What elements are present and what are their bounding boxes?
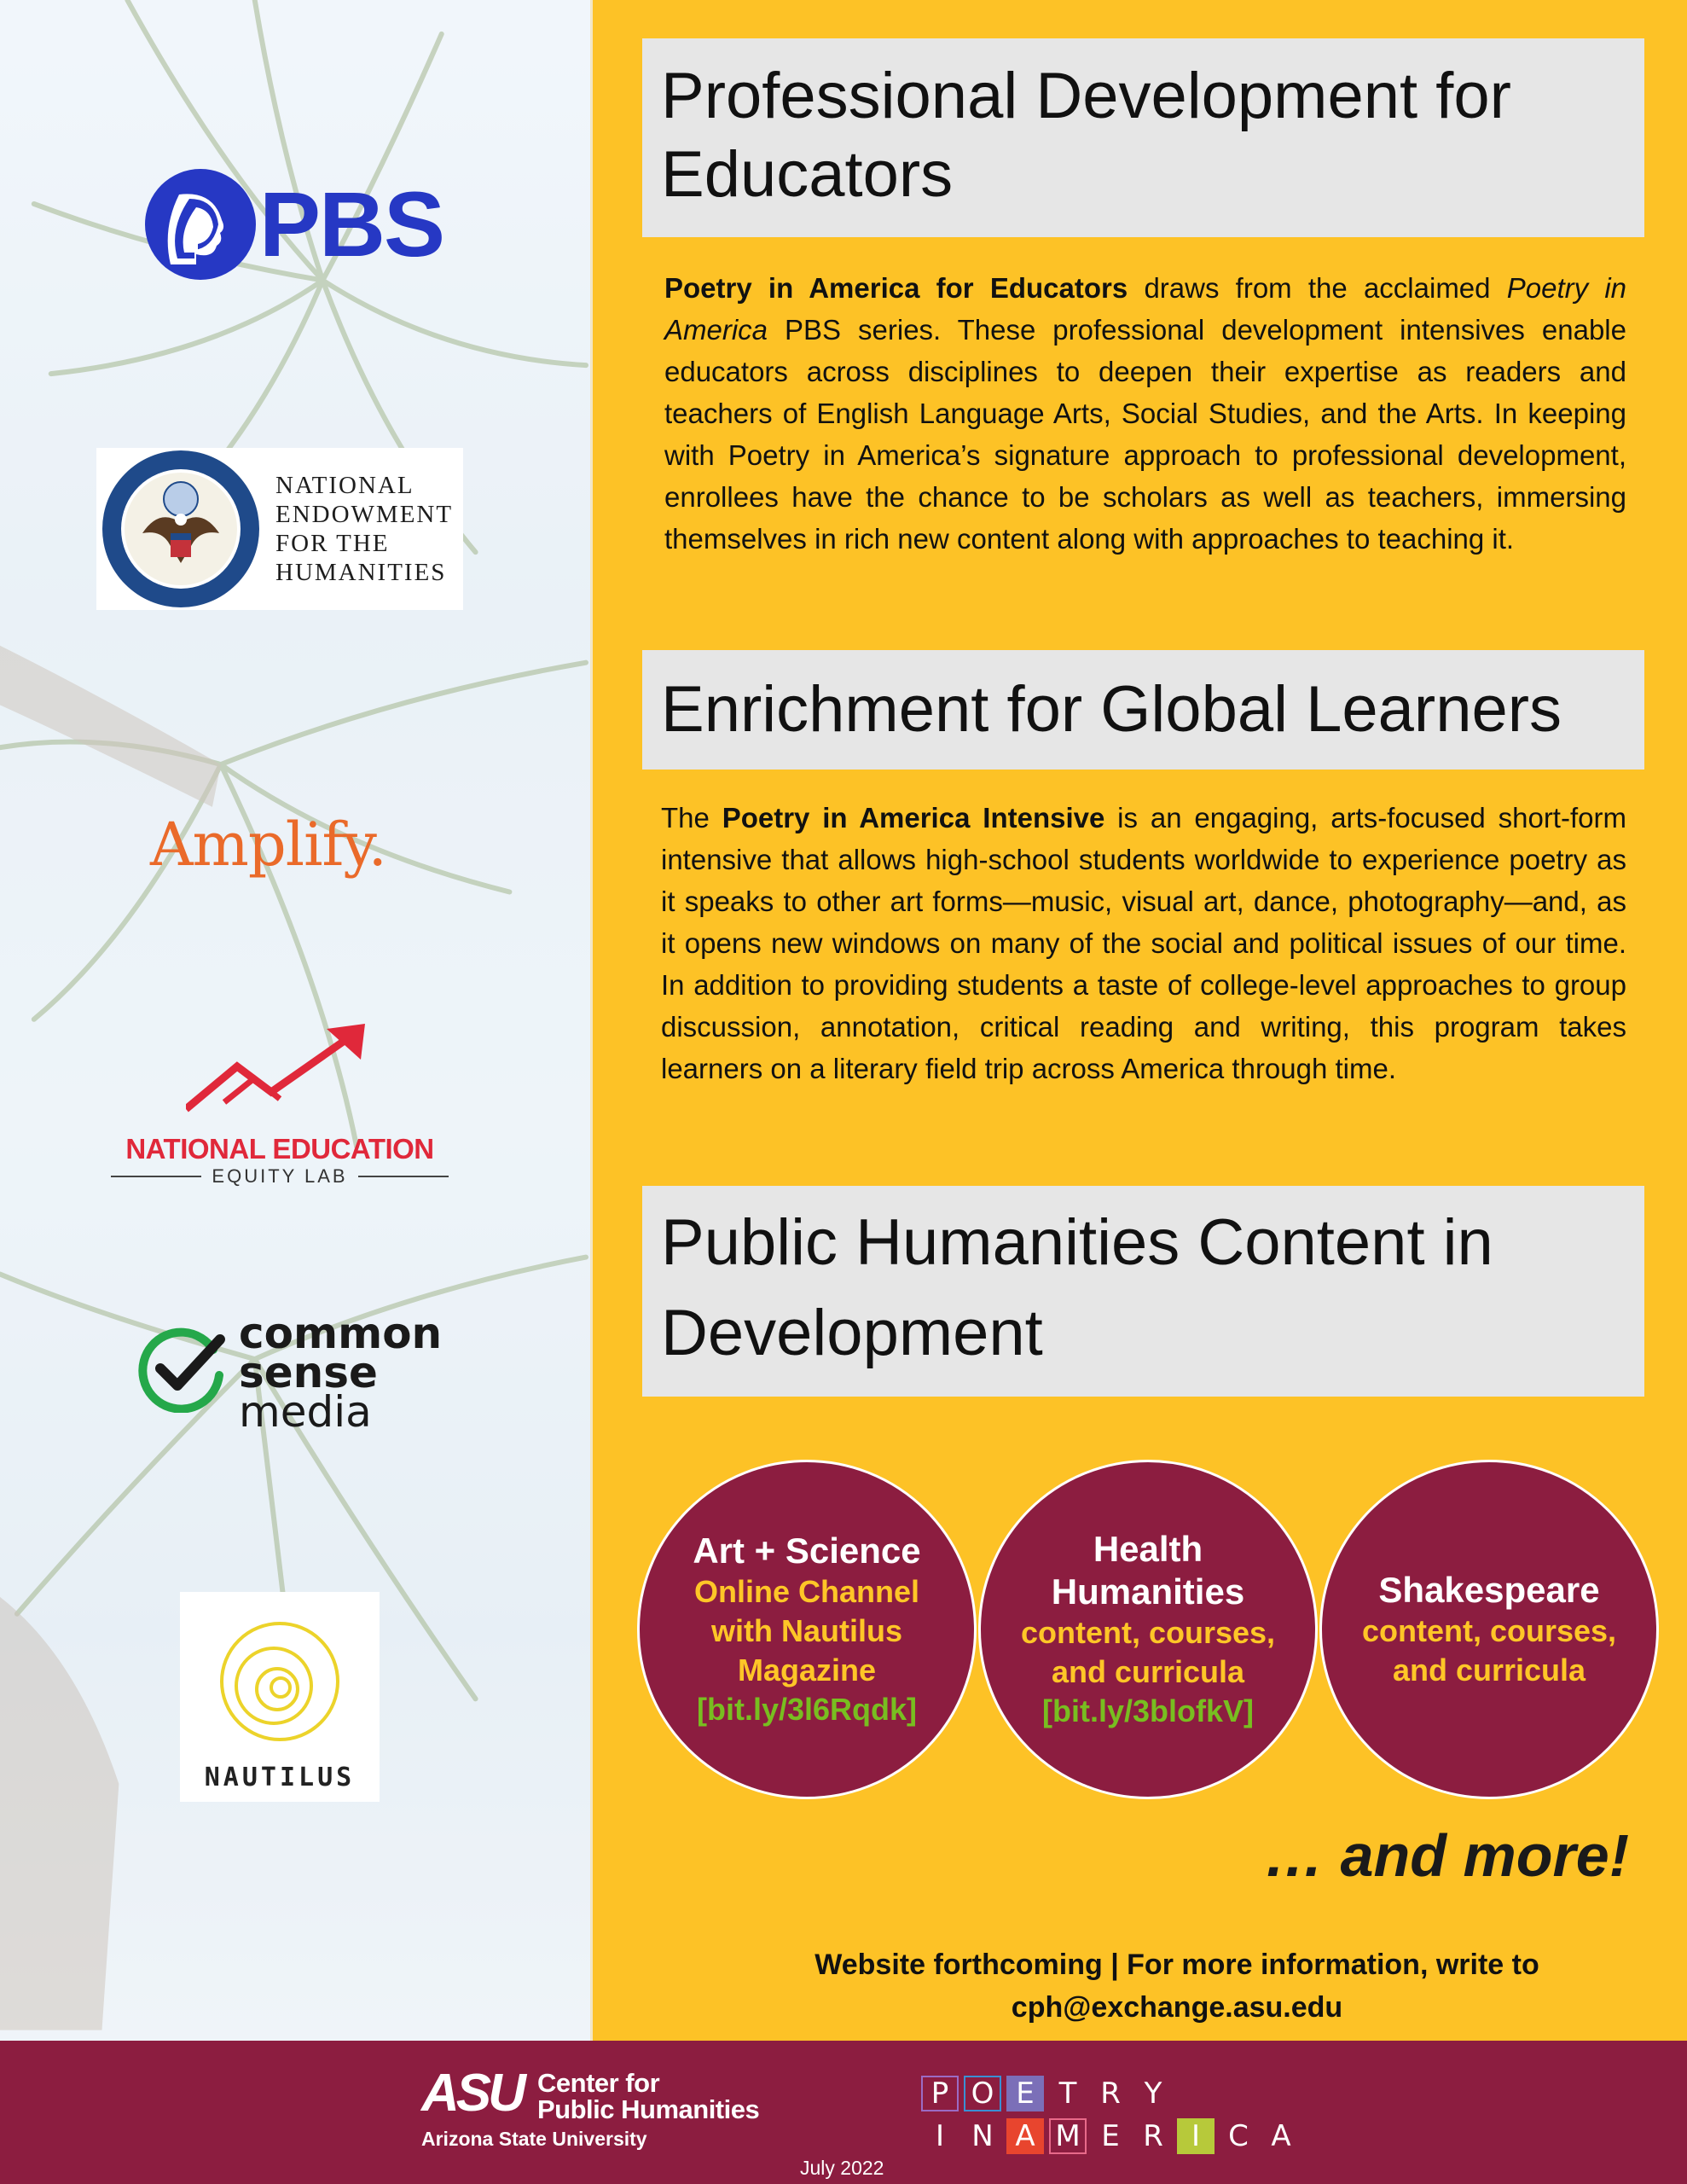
common-sense-media-logo xyxy=(136,1309,443,1450)
asu-university-name: Arizona State University xyxy=(421,2128,647,2150)
circle-title: Health Humanities xyxy=(1051,1529,1245,1612)
asu-mark: ASU xyxy=(421,2064,523,2123)
pia-letter: I xyxy=(1177,2118,1215,2154)
nautilus-logo xyxy=(180,1592,380,1802)
paragraph-text: PBS series. These professional development intensives enable educators across disciplines to deepen their expertise as readers and teachers of English Language Arts, Social Studies, and the Arts. In keeping with Poetry in America’s signature approach to professional development, enrollees have the chance to be scholars as well as teachers, immersing themselves in rich new content along with approaches to teaching it. xyxy=(664,314,1626,555)
circle-title: Art + Science xyxy=(693,1531,921,1571)
pia-row-poetry xyxy=(921,2076,1177,2111)
nel-subtitle xyxy=(101,1165,459,1188)
pbs-wordmark: PBS xyxy=(259,172,444,276)
csm-word-media: media xyxy=(239,1387,372,1437)
section-paragraph-educators xyxy=(664,267,1626,560)
divider-line xyxy=(111,1176,201,1177)
amplify-logo: Amplify. xyxy=(150,810,386,880)
pia-letter: E xyxy=(1006,2076,1044,2111)
trend-arrow-icon xyxy=(186,1024,374,1118)
heading-line: Development xyxy=(661,1297,1043,1369)
nautilus-spiral-icon xyxy=(216,1618,344,1745)
pbs-logo xyxy=(145,169,444,280)
cph-wordmark: Center for Public Humanities xyxy=(537,2068,760,2124)
circle-title: Shakespeare xyxy=(1378,1570,1600,1610)
paragraph-text: draws from the acclaimed xyxy=(1128,272,1507,304)
nel-subtitle-text: EQUITY LAB xyxy=(212,1165,348,1187)
nel-wordmark: NATIONAL EDUCATION xyxy=(125,1133,434,1165)
national-education-equity-lab-logo xyxy=(101,1024,459,1194)
section-heading-box xyxy=(642,38,1644,237)
sponsor-logo-column xyxy=(0,0,593,2041)
pia-letter: Y xyxy=(1144,2077,1162,2111)
pia-letter: M xyxy=(1049,2118,1087,2154)
pia-letter: T xyxy=(1058,2077,1077,2111)
neh-seal-icon xyxy=(100,448,262,610)
contact-email-link[interactable]: cph@exchange.asu.edu xyxy=(1011,1991,1343,2024)
section-heading-global-learners: Enrichment for Global Learners xyxy=(661,673,1562,746)
section-heading-public-humanities xyxy=(661,1198,1493,1379)
series-title: Poetry in America xyxy=(664,272,1626,346)
pia-letter: R xyxy=(1143,2119,1163,2153)
program-name: Poetry in America for Educators xyxy=(664,272,1128,304)
circle-subtitle: Online Channel with Nautilus Magazine xyxy=(693,1574,920,1687)
content-circle-health-humanities xyxy=(978,1460,1318,1799)
section-paragraph-global-learners xyxy=(661,797,1626,1089)
circle-link[interactable]: [bit.ly/3l6Rqdk] xyxy=(696,1692,918,1727)
csm-word-common: common xyxy=(239,1309,443,1358)
pia-letter: A xyxy=(1006,2118,1044,2154)
heading-line: Public Humanities Content in xyxy=(661,1206,1493,1279)
circle-subtitle: content, courses, and curricula xyxy=(1361,1613,1617,1687)
section-heading-box xyxy=(642,650,1644,770)
circle-subtitle: content, courses, and curricula xyxy=(1020,1615,1276,1689)
asu-cph-logo xyxy=(421,2066,780,2160)
content-circle-art-science xyxy=(637,1460,977,1799)
pia-letter: R xyxy=(1100,2077,1121,2111)
pia-letter: O xyxy=(964,2076,1001,2111)
csm-wordmark xyxy=(239,1309,443,1437)
csm-word-sense: sense xyxy=(239,1348,378,1397)
pia-row-inamerica xyxy=(921,2118,1305,2154)
section-heading-professional-development: Professional Development for Educators xyxy=(661,60,1511,211)
neh-wordmark: NATIONAL ENDOWMENT FOR THE HUMANITIES xyxy=(275,472,454,586)
publication-date: July 2022 xyxy=(800,2157,884,2179)
pia-letter: E xyxy=(1101,2119,1120,2153)
poetry-in-america-logo xyxy=(921,2076,1291,2161)
pbs-head-icon xyxy=(145,169,256,280)
and-more-tagline: … and more! xyxy=(1264,1822,1629,1889)
contact-info xyxy=(768,1943,1586,2029)
neh-logo xyxy=(96,448,463,610)
pia-letter: N xyxy=(971,2119,994,2153)
program-name: Poetry in America Intensive xyxy=(722,802,1105,834)
nautilus-wordmark: NAUTILUS xyxy=(204,1763,356,1792)
section-heading-box xyxy=(642,1186,1644,1397)
pia-letter: C xyxy=(1228,2119,1249,2153)
pia-letter: P xyxy=(921,2076,959,2111)
circle-link[interactable]: [bit.ly/3blofkV] xyxy=(1041,1693,1254,1728)
checkmark-circle-icon xyxy=(136,1324,225,1413)
pia-letter: I xyxy=(935,2119,945,2153)
paragraph-text: The xyxy=(661,802,722,834)
paragraph-text: is an engaging, arts-focused short-form intensive that allows high-school students worldwide to experience poetry as it speaks to other art forms—music, visual art, dance, photography—and, as it opens new windows on many of the social and political issues of our time. In addition to providing students a taste of college-level approaches to group discussion, annotation, critical reading and writing, this program takes learners on a literary field trip across America through time. xyxy=(661,802,1626,1084)
contact-text: Website forthcoming | For more information, write to xyxy=(815,1949,1539,1981)
content-circle-shakespeare xyxy=(1319,1460,1659,1799)
pia-letter: A xyxy=(1271,2119,1291,2153)
divider-line xyxy=(358,1176,449,1177)
